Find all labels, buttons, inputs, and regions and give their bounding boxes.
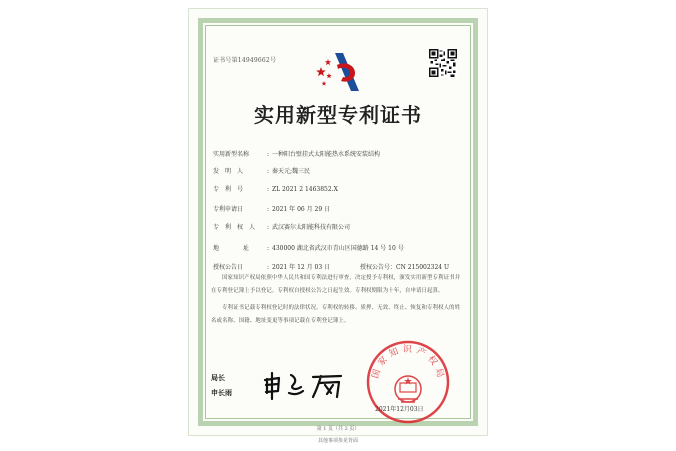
signer-title: 局长 [211,374,225,382]
field-value: 430000 湖北省武汉市青山区国德路 14 号 10 号 [272,245,404,252]
field-label: 地 址 [213,245,250,252]
seal-date: 2021年12月03日 [375,406,424,413]
page-number: 第 1 页（共 2 页） [316,426,360,432]
field-label: 专 利 权 人 [213,224,256,231]
field-label: 专利申请日 [213,206,244,213]
signer-name: 申长雨 [211,389,232,397]
footer-note: 其他事项参见背面 [317,438,358,444]
field-value: 一种阳台壁挂式太阳能热水系统安装结构 [272,151,381,158]
field-label: 实用新型名称 [213,151,250,158]
field-utility-model-name: 实用新型名称 : 一种阳台壁挂式太阳能热水系统安装结构 [213,151,381,158]
field-inventor: 发 明 人 : 秦天元;魏三民 [213,168,311,175]
field-label: 专 利 号 [213,186,244,193]
qr-code-icon [429,49,457,77]
signature-icon [261,367,347,401]
patent-certificate [188,8,488,436]
field-label: 发 明 人 [213,168,244,175]
seal-text: 国家知识产权局 [370,344,446,383]
certificate-title: 实用新型专利证书 [254,103,422,127]
grant-statement-paragraph: 国家知识产权局依照中华人民共和国专利法进行审查，决定授予专利权，颁发实用新型专利证书并在专利登记簿上予以登记。专利权自授权公告之日起生效。专利权期限为十年，自申请日起算。 [211,275,461,294]
field-value: 2021 年 12 月 03 日 [272,264,331,271]
field-application-date: 专利申请日 : 2021 年 06 月 29 日 [213,206,331,213]
field-patentee: 专 利 权 人 : 武汉赛尔太阳能科技有限公司 [213,224,351,231]
legal-status-paragraph: 专利证书记载专利权登记时的法律状况。专利权的转移、质押、无效、终止、恢复和专利权人的姓名或名称、国籍、地址变更等事项记载在专利登记簿上。 [211,305,461,324]
field-value: ZL 2021 2 1463852.X [272,186,338,193]
field-value: 2021 年 06 月 29 日 [272,206,331,213]
field-address: 地 址 : 430000 湖北省武汉市青山区国德路 14 号 10 号 [213,245,404,252]
field-grant-date: 授权公告日 : 2021 年 12 月 03 日 授权公告号：CN 215002324 U [213,264,450,271]
field-value: 秦天元;魏三民 [272,168,311,175]
certificate-number: 证书号第14949662号 [213,57,277,64]
field-patent-number: 专 利 号 : ZL 2021 2 1463852.X [213,186,338,193]
field-label: 授权公告日 [213,264,244,271]
field-value: 武汉赛尔太阳能科技有限公司 [272,224,351,231]
cnipa-logo-icon [315,47,365,95]
publication-number: 授权公告号：CN 215002324 U [360,264,450,271]
